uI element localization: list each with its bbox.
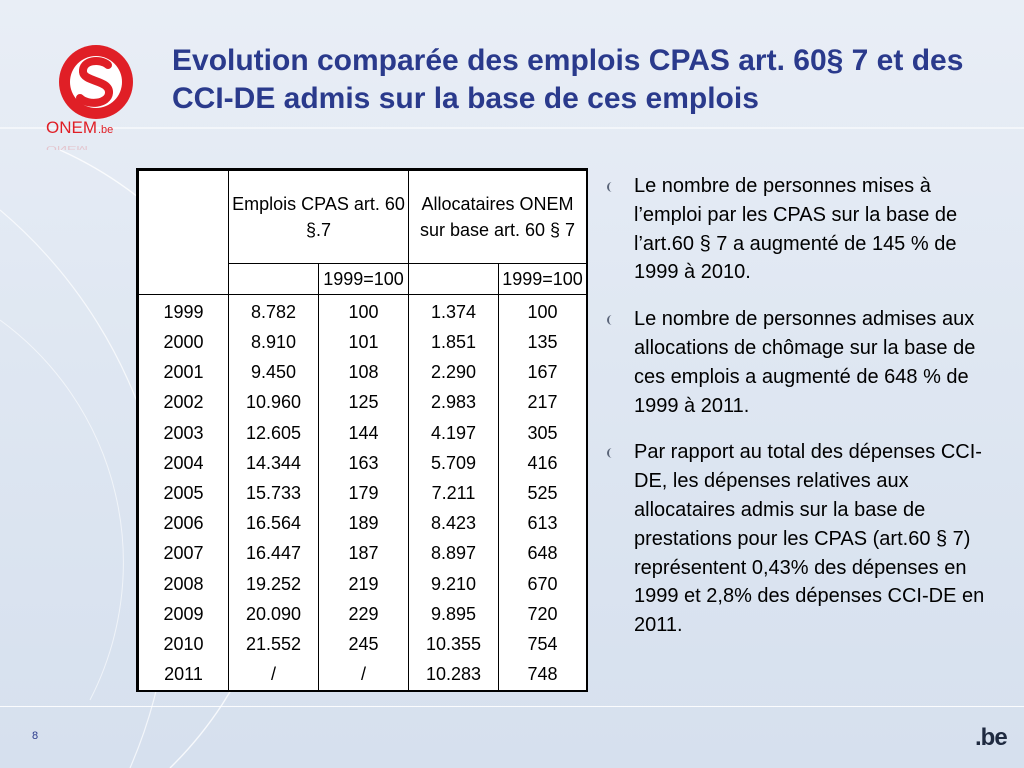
table-header-row bbox=[139, 171, 587, 264]
row-allocataires: 4.197 bbox=[409, 418, 499, 448]
subheader-index-2: 1999=100 bbox=[499, 264, 587, 295]
onem-logo-icon bbox=[40, 38, 152, 150]
row-index-allocataires: 754 bbox=[499, 629, 587, 659]
row-index-emplois: / bbox=[319, 660, 409, 690]
table-row bbox=[139, 478, 587, 508]
row-index-allocataires: 217 bbox=[499, 388, 587, 418]
row-index-emplois: 229 bbox=[319, 599, 409, 629]
row-year: 2004 bbox=[139, 448, 229, 478]
row-allocataires: 10.283 bbox=[409, 660, 499, 690]
row-index-allocataires: 416 bbox=[499, 448, 587, 478]
subheader-index-1: 1999=100 bbox=[319, 264, 409, 295]
bullet-icon bbox=[604, 314, 613, 326]
page-title: Evolution comparée des emplois CPAS art. 60§ 7 et des CCI-DE admis sur la base de ces emplois bbox=[172, 44, 964, 115]
table-row bbox=[139, 388, 587, 418]
row-year: 2007 bbox=[139, 539, 229, 569]
row-index-allocataires: 135 bbox=[499, 327, 587, 357]
row-index-emplois: 101 bbox=[319, 327, 409, 357]
row-year: 2002 bbox=[139, 388, 229, 418]
table-row bbox=[139, 569, 587, 599]
row-index-allocataires: 670 bbox=[499, 569, 587, 599]
svg-text:ONEM: ONEM bbox=[46, 143, 88, 150]
page-number: 8 bbox=[32, 730, 39, 742]
row-year: 2011 bbox=[139, 660, 229, 690]
row-index-allocataires: 720 bbox=[499, 599, 587, 629]
row-allocataires: 8.423 bbox=[409, 509, 499, 539]
row-index-allocataires: 100 bbox=[499, 295, 587, 328]
bullet-text: Le nombre de personnes admises aux allocations de chômage sur la base de ces emplois a augmenté de 648 % de 1999 à 2011. bbox=[634, 308, 976, 417]
row-allocataires: 5.709 bbox=[409, 448, 499, 478]
bullet-item bbox=[604, 438, 1004, 640]
row-index-emplois: 108 bbox=[319, 357, 409, 387]
table-row bbox=[139, 295, 587, 328]
row-emplois: 8.782 bbox=[229, 295, 319, 328]
row-allocataires: 7.211 bbox=[409, 478, 499, 508]
header-allocataires: Allocataires ONEM sur base art. 60 § 7 bbox=[409, 171, 587, 264]
row-allocataires: 8.897 bbox=[409, 539, 499, 569]
bullet-list bbox=[604, 172, 1004, 658]
row-index-allocataires: 748 bbox=[499, 660, 587, 690]
bullet-text: Par rapport au total des dépenses CCI-DE, les dépenses relatives aux allocataires admis sur la base de prestations pour les CPAS (art.60 § 7) représentent 0,43% des dépenses en 1999 et 2,8% des dépenses CCI-DE en 2011. bbox=[634, 441, 985, 637]
bullet-text: Le nombre de personnes mises à l’emploi par les CPAS sur la base de l’art.60 § 7 a augmenté de 145 % de 1999 à 2010. bbox=[634, 175, 958, 284]
row-allocataires: 2.290 bbox=[409, 357, 499, 387]
row-index-emplois: 189 bbox=[319, 509, 409, 539]
footer-divider bbox=[0, 706, 1024, 707]
row-emplois: 15.733 bbox=[229, 478, 319, 508]
bullet-item bbox=[604, 305, 1004, 420]
row-year: 2010 bbox=[139, 629, 229, 659]
row-allocataires: 1.851 bbox=[409, 327, 499, 357]
row-year: 2009 bbox=[139, 599, 229, 629]
logo-suffix: .be bbox=[98, 124, 114, 136]
be-logo: .be bbox=[975, 724, 1007, 751]
header-empty-cell bbox=[139, 171, 229, 295]
row-index-emplois: 179 bbox=[319, 478, 409, 508]
row-allocataires: 1.374 bbox=[409, 295, 499, 328]
row-emplois: 21.552 bbox=[229, 629, 319, 659]
bullet-icon bbox=[604, 447, 613, 459]
row-index-allocataires: 613 bbox=[499, 509, 587, 539]
row-allocataires: 9.895 bbox=[409, 599, 499, 629]
row-index-emplois: 163 bbox=[319, 448, 409, 478]
table-row bbox=[139, 629, 587, 659]
row-allocataires: 10.355 bbox=[409, 629, 499, 659]
row-allocataires: 9.210 bbox=[409, 569, 499, 599]
row-emplois: 14.344 bbox=[229, 448, 319, 478]
table-row bbox=[139, 599, 587, 629]
row-year: 2006 bbox=[139, 509, 229, 539]
subheader-empty-1 bbox=[229, 264, 319, 295]
row-year: 2001 bbox=[139, 357, 229, 387]
data-table bbox=[136, 168, 588, 692]
row-emplois: / bbox=[229, 660, 319, 690]
table-row bbox=[139, 539, 587, 569]
row-year: 2000 bbox=[139, 327, 229, 357]
row-allocataires: 2.983 bbox=[409, 388, 499, 418]
row-index-allocataires: 525 bbox=[499, 478, 587, 508]
table-row bbox=[139, 327, 587, 357]
row-index-emplois: 144 bbox=[319, 418, 409, 448]
header-emplois: Emplois CPAS art. 60 §.7 bbox=[229, 171, 409, 264]
table-row bbox=[139, 448, 587, 478]
row-index-allocataires: 167 bbox=[499, 357, 587, 387]
row-year: 2003 bbox=[139, 418, 229, 448]
row-emplois: 16.564 bbox=[229, 509, 319, 539]
logo-text: ONEM bbox=[46, 118, 97, 137]
row-index-emplois: 187 bbox=[319, 539, 409, 569]
table-row bbox=[139, 660, 587, 690]
row-index-allocataires: 648 bbox=[499, 539, 587, 569]
table-body bbox=[139, 295, 587, 691]
row-index-allocataires: 305 bbox=[499, 418, 587, 448]
subheader-empty-2 bbox=[409, 264, 499, 295]
row-index-emplois: 125 bbox=[319, 388, 409, 418]
row-index-emplois: 100 bbox=[319, 295, 409, 328]
row-emplois: 16.447 bbox=[229, 539, 319, 569]
table-row bbox=[139, 418, 587, 448]
row-year: 2008 bbox=[139, 569, 229, 599]
bullet-icon bbox=[604, 181, 613, 193]
table-row bbox=[139, 357, 587, 387]
row-emplois: 12.605 bbox=[229, 418, 319, 448]
row-emplois: 8.910 bbox=[229, 327, 319, 357]
row-emplois: 10.960 bbox=[229, 388, 319, 418]
table-row bbox=[139, 509, 587, 539]
row-emplois: 9.450 bbox=[229, 357, 319, 387]
onem-logo bbox=[40, 38, 152, 150]
bullet-item bbox=[604, 172, 1004, 287]
row-index-emplois: 245 bbox=[319, 629, 409, 659]
row-year: 1999 bbox=[139, 295, 229, 328]
row-year: 2005 bbox=[139, 478, 229, 508]
row-emplois: 19.252 bbox=[229, 569, 319, 599]
row-index-emplois: 219 bbox=[319, 569, 409, 599]
row-emplois: 20.090 bbox=[229, 599, 319, 629]
